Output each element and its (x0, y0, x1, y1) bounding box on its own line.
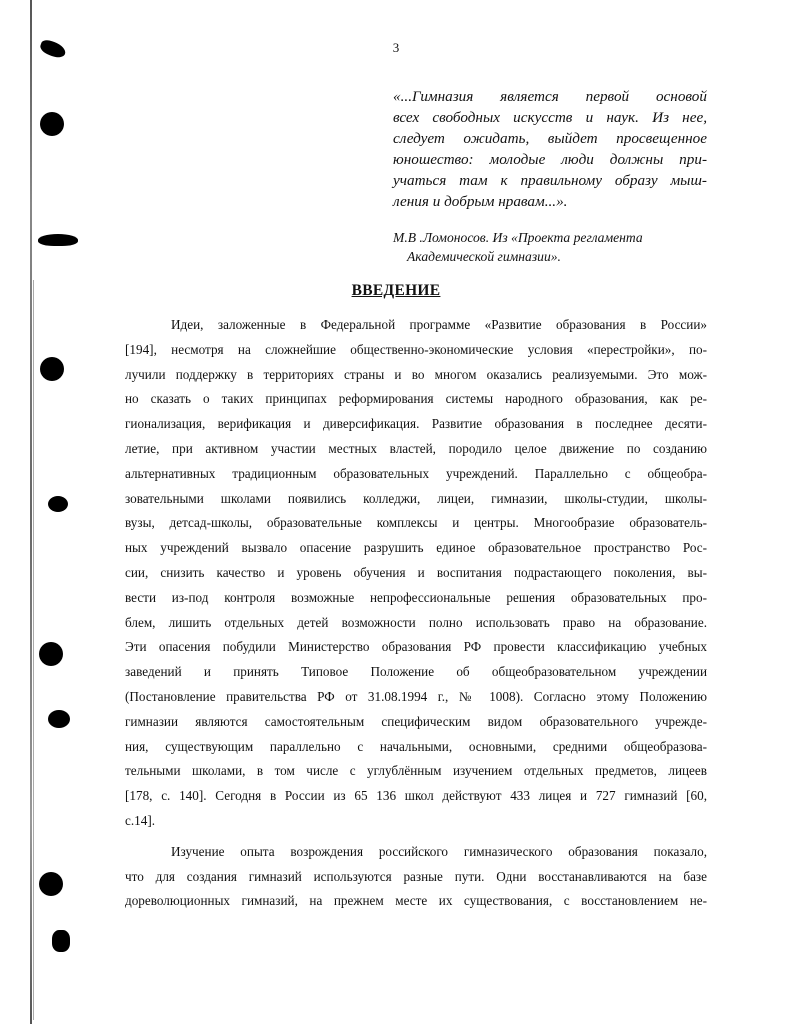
text-line: гимназии являются самостоятельным специфическим видом образовательного учрежде- (125, 713, 707, 729)
text-line: тельными школами, в том числе с углублённым изучением отдельных предметов, лицеев (125, 763, 707, 779)
text-line: Изучение опыта возрождения российского гимназического образования показало, (171, 843, 707, 859)
attribution-line: Академической гимназии». (407, 249, 561, 264)
epigraph-line: ления и добрым нравам...». (393, 193, 568, 210)
text-line: [194], несмотря на сложнейшие общественно-экономические условия «перестройки», по- (125, 341, 707, 357)
epigraph-line: «...Гимназия является первой основой (393, 88, 707, 105)
punch-hole (39, 642, 63, 666)
text-line: (Постановление правительства РФ от 31.08.1994 г., № 1008). Согласно этому Положению (125, 688, 707, 704)
text-line: с.14]. (125, 812, 156, 828)
text-line: но сказать о таких принципах реформирования системы народного образования, как ре- (125, 391, 707, 407)
page-number: 3 (392, 40, 400, 55)
text-line: Идеи, заложенные в Федеральной программе «Развитие образования в России» (171, 317, 707, 332)
text-line: дореволюционных гимназий, на прежнем месте их существования, с восстановлением не- (125, 893, 707, 909)
epigraph-line: всех свободных искусств и наук. Из нее, (393, 109, 707, 126)
text-line: лучили поддержку в территориях страны и во многом оказались реализуемыми. Это мож- (125, 366, 707, 382)
text-line: что для создания гимназий используются разные пути. Одни восстанавливаются на базе (125, 868, 707, 884)
text-line: ных учреждений вызвало опасение разрушить единое образовательное пространство Рос- (125, 540, 707, 556)
section-heading: ВВЕДЕНИЕ (351, 282, 441, 299)
text-line: вести из-под контроля возможные непрофессиональные решения образовательных про- (125, 589, 707, 605)
body-text (125, 313, 707, 914)
scan-edge (30, 0, 32, 1024)
binding-mark (48, 496, 68, 512)
text-line: гионализация, верификация и диверсификация. Развитие образования в последнее десяти- (125, 416, 707, 432)
binding-mark (52, 930, 70, 952)
text-line: заведений и принять Типовое Положение об общеобразовательном учреждении (125, 664, 707, 680)
epigraph-line: учаться там к правильному образу мыш- (393, 172, 707, 189)
epigraph-line: следует ожидать, выйдет просвещенное (393, 130, 707, 147)
text-line: вузы, детсад-школы, образовательные комплексы и центры. Многообразие образователь- (125, 515, 707, 531)
attribution-line: М.В .Ломоносов. Из «Проекта регламента (393, 230, 643, 245)
text-line: летие, при активном участии местных властей, породило целое движение по созданию (125, 440, 707, 456)
text-line: альтернативных традиционным образовательных учреждений. Параллельно с общеобра- (125, 465, 707, 481)
epigraph-quote (393, 86, 707, 212)
scan-edge-line (33, 280, 34, 1020)
text-line: сии, снизить качество и уровень обучения и воспитания подрастающего поколения, вы- (125, 564, 707, 580)
punch-hole (40, 357, 64, 381)
epigraph-attribution (393, 228, 713, 266)
text-line: Эти опасения побудили Министерство образования РФ провести классификацию учебных (125, 639, 707, 655)
text-line: [178, с. 140]. Сегодня в России из 65 136 школ действуют 433 лицея и 727 гимназий [60, (125, 788, 707, 804)
text-line: блем, лишить отдельных детей возможности полно использовать право на образование. (125, 614, 707, 630)
text-line: ния, существующим параллельно с начальными, основными, средними общеобразова- (125, 738, 707, 754)
text-line: зовательными школами появились колледжи, лицеи, гимназии, школы-студии, школы- (125, 490, 707, 506)
punch-hole (39, 872, 63, 896)
binding-mark (48, 710, 70, 728)
punch-hole (40, 112, 64, 136)
binding-mark (38, 234, 78, 246)
epigraph-line: юношество: молодые люди должны при- (393, 151, 707, 168)
